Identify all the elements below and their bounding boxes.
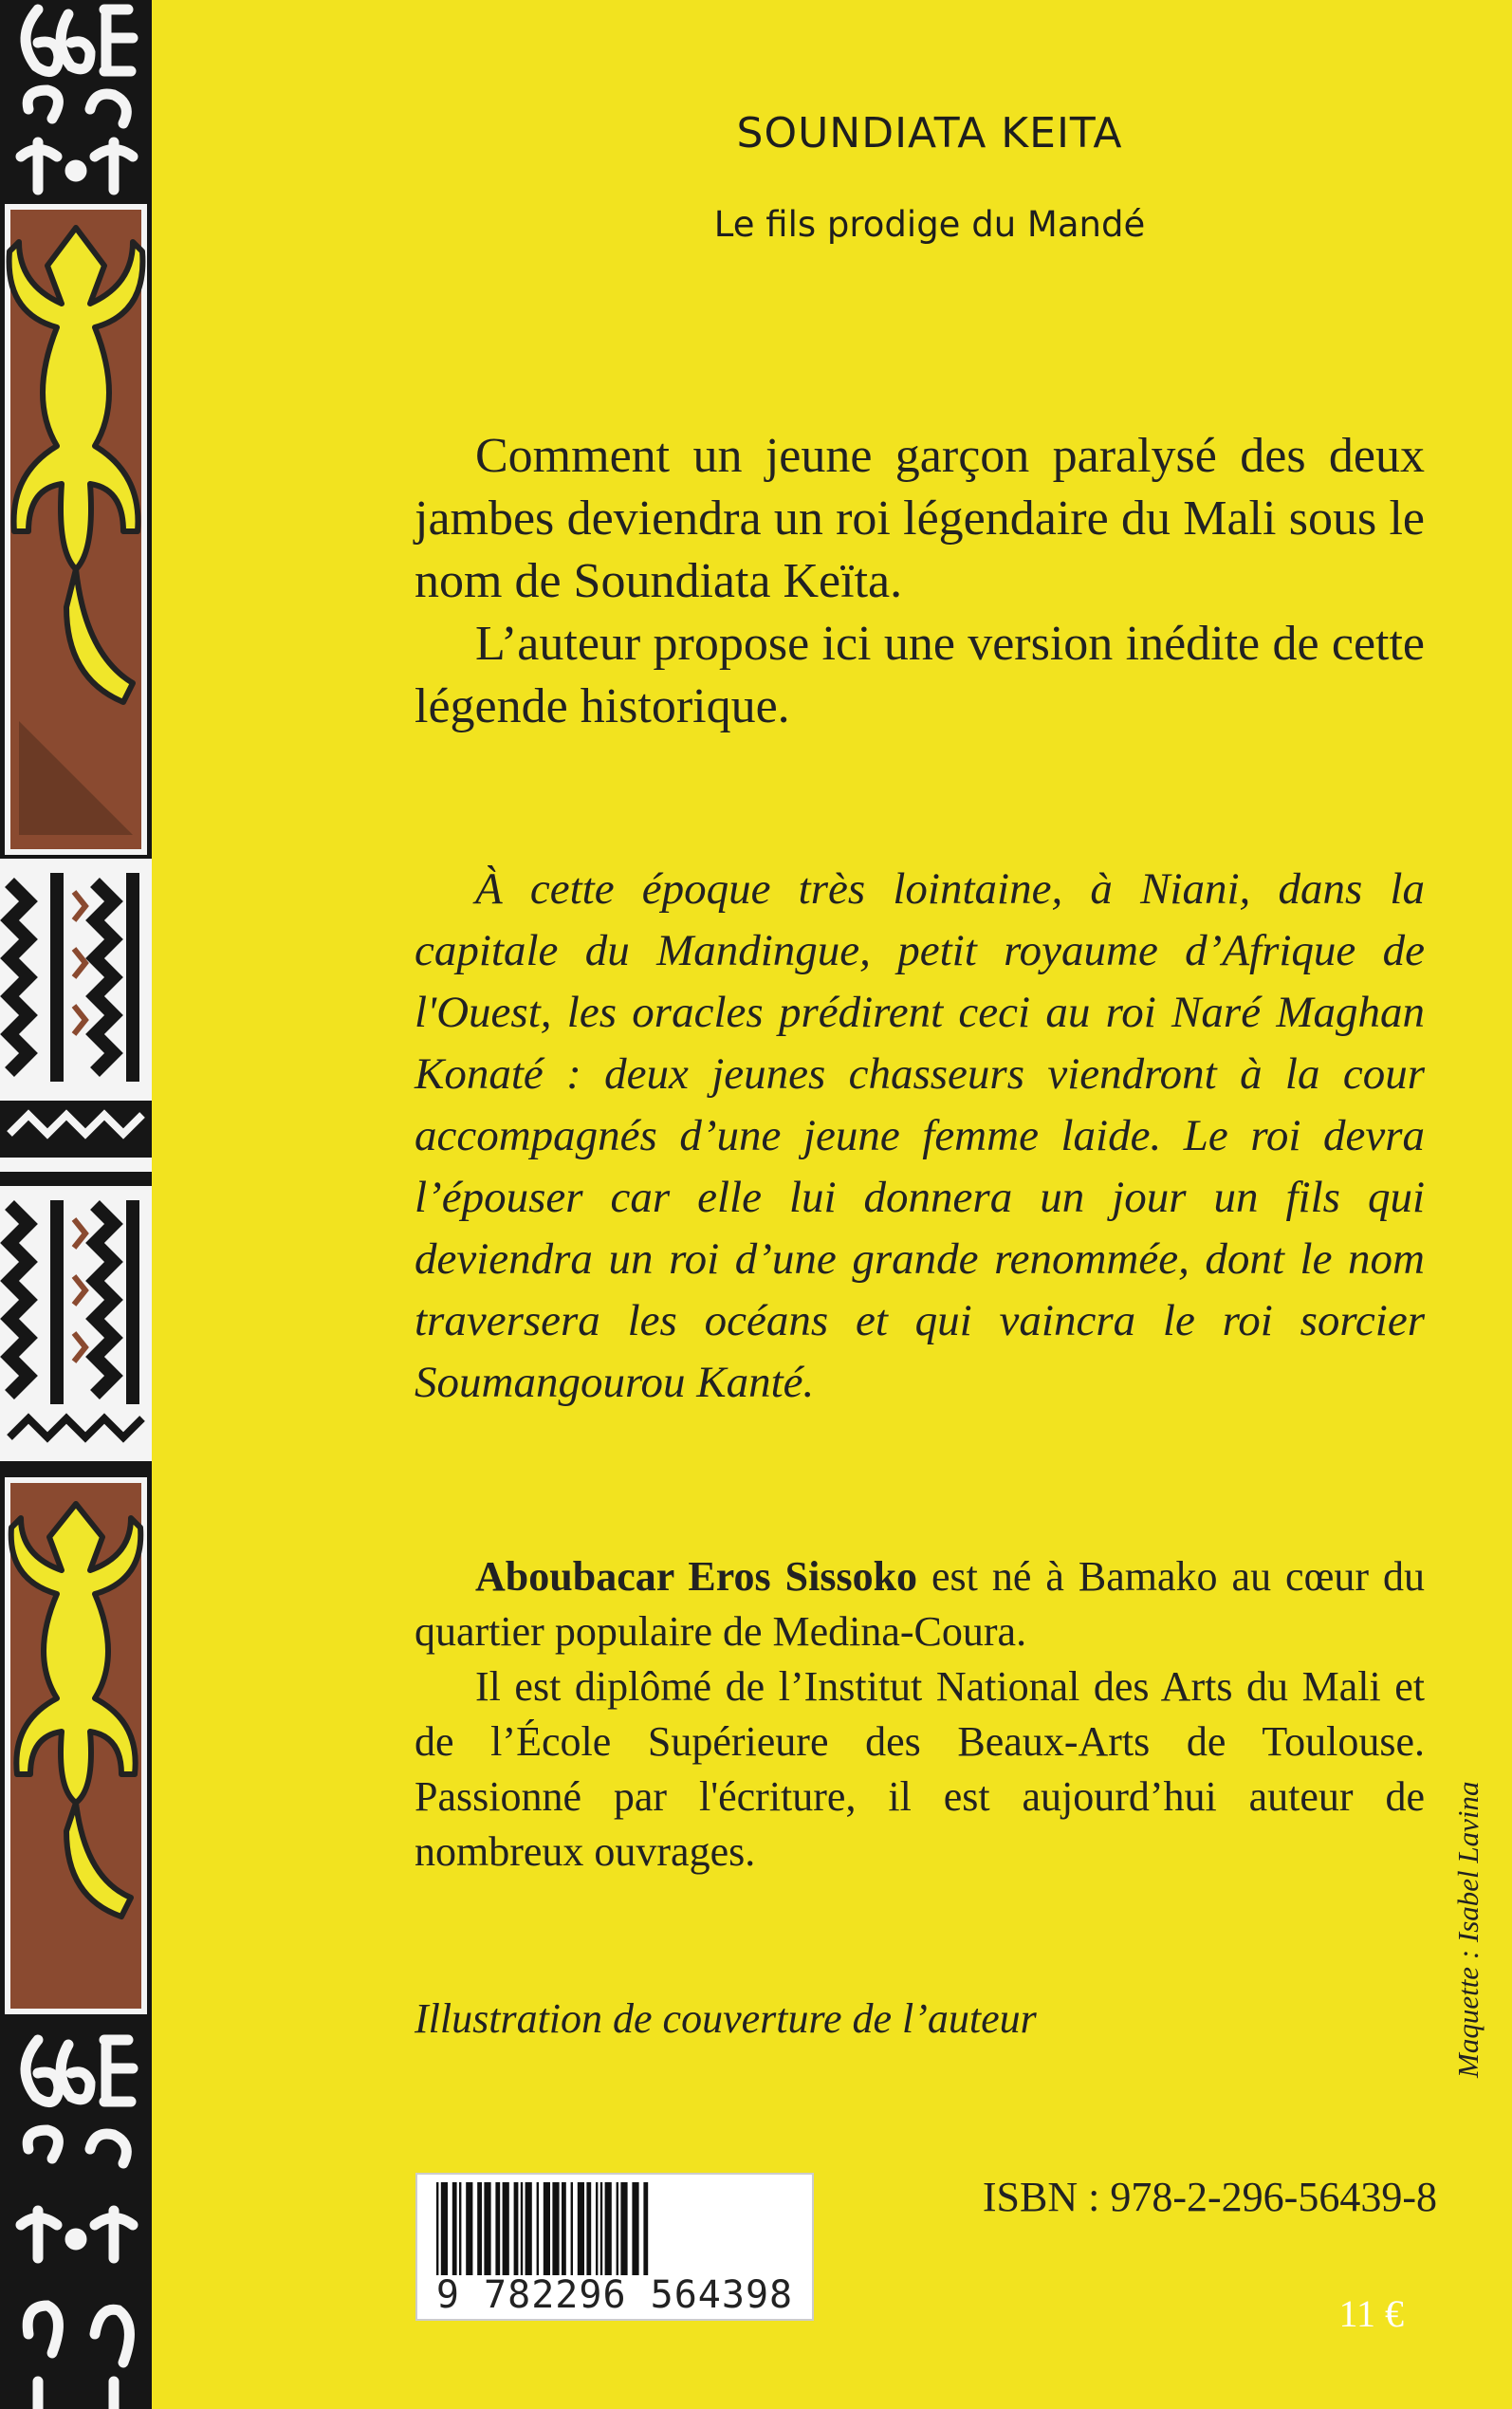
barcode-bar xyxy=(484,2182,490,2275)
author-bio-paragraph-2: Il est diplômé de l’Institut National des Arts du Mali et de l’École Supérieure des Beaux-Arts de Toulouse. Passionné par l'écriture, il est aujourd’hui auteur de nombreux ouvrages. xyxy=(415,1663,1425,1875)
lizard-panel-1 xyxy=(8,207,144,852)
barcode-bar xyxy=(436,2182,438,2275)
barcode-bars xyxy=(434,2182,795,2275)
barcode-bar xyxy=(521,2182,523,2275)
bogolan-pattern-illustration xyxy=(0,0,152,2409)
illustration-credit: Illustration de couverture de l’auteur xyxy=(415,1995,1037,2042)
barcode-bar xyxy=(632,2182,638,2275)
author-bio-text-1: est né à Bamako au cœur du quartier populaire de Medina-Coura. xyxy=(415,1553,1425,1655)
barcode-bar xyxy=(617,2182,618,2275)
book-title: SOUNDIATA KEITA xyxy=(736,109,1123,158)
summary-block xyxy=(415,425,1425,738)
barcode-bar xyxy=(537,2182,539,2275)
barcode-bar xyxy=(596,2182,598,2275)
barcode-bar xyxy=(544,2182,550,2275)
barcode-bar xyxy=(571,2182,573,2275)
barcode-bar xyxy=(526,2182,532,2275)
barcode-bar xyxy=(452,2182,457,2275)
isbn-label: ISBN : 978-2-296-56439-8 xyxy=(982,2174,1437,2220)
layout-credit: Maquette : Isabel Lavina xyxy=(1451,1781,1484,2078)
decorative-strip xyxy=(0,0,152,2409)
barcode-bar xyxy=(495,2182,500,2275)
barcode-bar xyxy=(503,2182,509,2275)
barcode-bar xyxy=(477,2182,482,2275)
glyph-band-top xyxy=(21,9,133,190)
glyph-band-bottom xyxy=(21,2040,133,2409)
barcode-bar xyxy=(459,2182,461,2275)
price-label: 11 € xyxy=(1338,2292,1404,2335)
summary-paragraph-1: Comment un jeune garçon paralysé des deux jambes deviendra un roi légendaire du Mali sous le nom de Soundiata Keïta. xyxy=(415,429,1425,608)
zigzag-band-2 xyxy=(0,1186,152,1461)
barcode-bar xyxy=(643,2182,648,2275)
barcode-digits: 9 782296 564398 xyxy=(435,2273,794,2317)
author-name: Aboubacar Eros Sissoko xyxy=(475,1553,918,1600)
barcode-bar xyxy=(441,2182,448,2275)
barcode-bar xyxy=(620,2182,627,2275)
barcode-bar xyxy=(514,2182,519,2275)
barcode-bar xyxy=(586,2182,591,2275)
book-subtitle: Le fils prodige du Mandé xyxy=(713,204,1146,245)
excerpt-block xyxy=(415,859,1425,1414)
barcode-bar xyxy=(605,2182,612,2275)
barcode-bar xyxy=(562,2182,566,2275)
barcode-bar xyxy=(552,2182,559,2275)
author-bio-block xyxy=(415,1549,1425,1880)
barcode-bar xyxy=(600,2182,602,2275)
lizard-panel-2 xyxy=(8,1480,144,2011)
excerpt-paragraph: À cette époque très lointaine, à Niani, dans la capitale du Mandingue, petit royaume d’Afrique de l'Ouest, les oracles prédirent ceci au roi Naré Maghan Konaté : deux jeunes chasseurs viendront à la cour accompagnés d’une jeune femme laide. Le roi devra l’épouser car elle lui donnera un jour un fils qui deviendra un roi d’une grande renommée, dont le nom traversera les océans et qui vaincra le roi sorcier Soumangourou Kanté. xyxy=(415,864,1425,1407)
summary-paragraph-2: L’auteur propose ici une version inédite de cette légende historique. xyxy=(415,617,1425,733)
barcode-bar xyxy=(466,2182,472,2275)
barcode-bar xyxy=(578,2182,584,2275)
author-bio-paragraph-1 xyxy=(415,1549,1425,1659)
zigzag-band-1 xyxy=(0,859,152,1172)
barcode xyxy=(415,2173,814,2321)
